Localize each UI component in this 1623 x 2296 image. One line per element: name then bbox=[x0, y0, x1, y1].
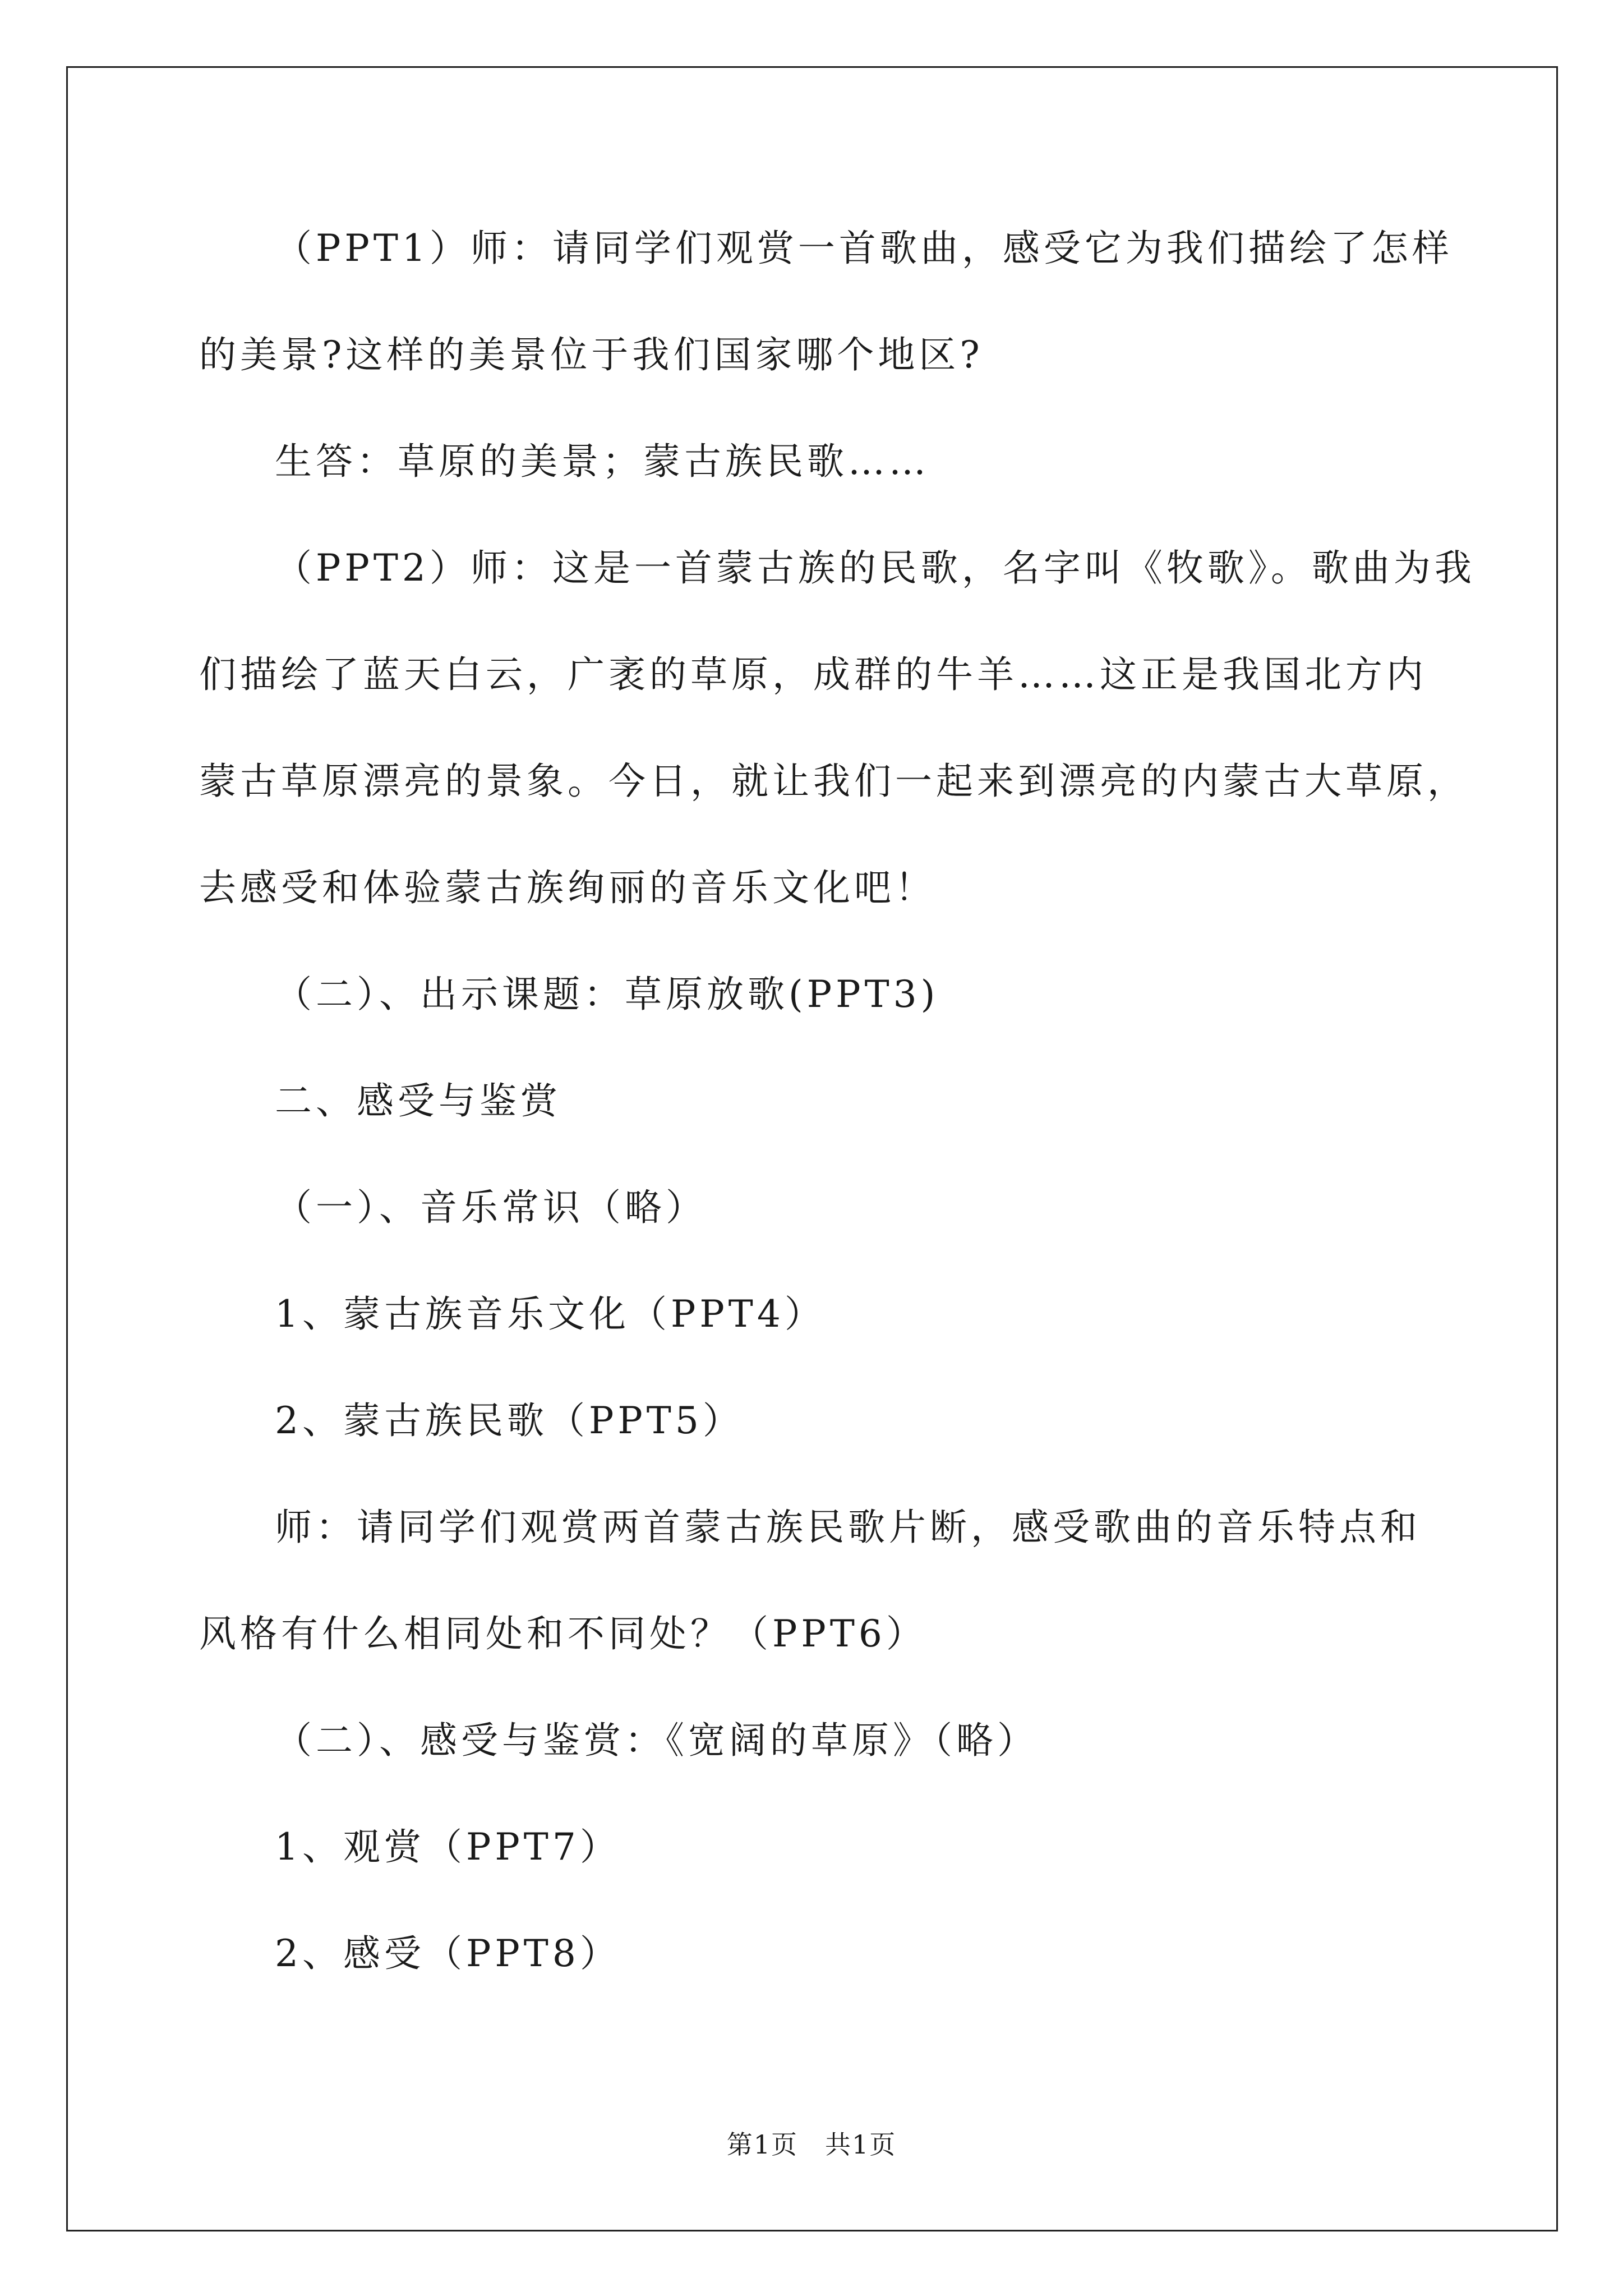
subsection-heading: （一）、音乐常识（略） bbox=[275, 1186, 707, 1229]
text-line-6: 蒙古草原漂亮的景象。今日，就让我们一起来到漂亮的内蒙古大草原， bbox=[199, 760, 1468, 803]
list-item: 2、感受（PPT8） bbox=[275, 1932, 621, 1975]
subsection-heading: （二）、感受与鉴赏：《宽阔的草原》（略） bbox=[275, 1719, 1038, 1762]
text-line-3: 生答：草原的美景；蒙古族民歌…… bbox=[275, 440, 930, 483]
text-line-13: 师：请同学们观赏两首蒙古族民歌片断，感受歌曲的音乐特点和 bbox=[275, 1506, 1421, 1549]
section-heading: 二、感受与鉴赏 bbox=[275, 1079, 561, 1122]
text-line-2: 的美景?这样的美景位于我们国家哪个地区? bbox=[199, 333, 984, 376]
text-line-4: （PPT2）师：这是一首蒙古族的民歌，名字叫《牧歌》。歌曲为我 bbox=[275, 546, 1476, 590]
list-item: 2、蒙古族民歌（PPT5） bbox=[275, 1399, 744, 1442]
text-line-5: 们描绘了蓝天白云，广袤的草原，成群的牛羊……这正是我国北方内 bbox=[199, 653, 1427, 696]
page-number-footer: 第1页 共1页 bbox=[726, 2129, 897, 2160]
page-border bbox=[66, 66, 1558, 2231]
section-heading: （二）、出示课题：草原放歌(PPT3) bbox=[275, 973, 939, 1016]
text-line-7: 去感受和体验蒙古族绚丽的音乐文化吧！ bbox=[199, 866, 936, 909]
list-item: 1、蒙古族音乐文化（PPT4） bbox=[275, 1292, 826, 1336]
list-item: 1、观赏（PPT7） bbox=[275, 1825, 621, 1869]
text-line-1: （PPT1）师：请同学们观赏一首歌曲，感受它为我们描绘了怎样 bbox=[275, 227, 1453, 270]
text-line-14: 风格有什么相同处和不同处？（PPT6） bbox=[199, 1612, 927, 1655]
